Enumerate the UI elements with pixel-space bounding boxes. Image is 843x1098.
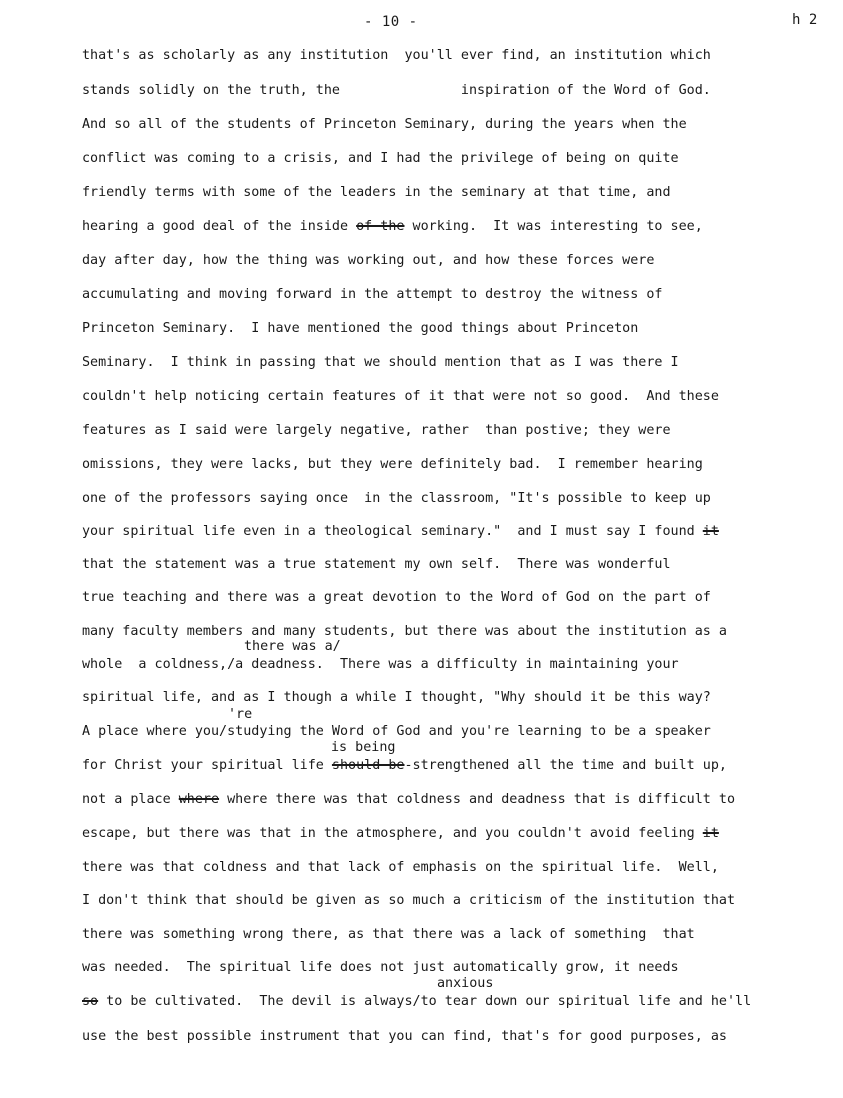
handwritten-insertion: 're — [228, 707, 253, 722]
text-line: whole a coldness,/a deadness. There was a difficulty in maintaining your — [82, 657, 679, 672]
text-line: stands solidly on the truth, the inspiration of the Word of God. — [82, 83, 711, 98]
text-line: conflict was coming to a crisis, and I had the privilege of being on quite — [82, 151, 679, 166]
text-line — [82, 792, 735, 808]
line-text: your spiritual life even in a theological seminary." and I must say I found — [82, 524, 703, 539]
text-line: A place where you/studying the Word of God and you're learning to be a speaker — [82, 724, 711, 739]
text-line: was needed. The spiritual life does not just automatically grow, it needs — [82, 960, 679, 975]
struck-text: it — [702, 524, 719, 539]
line-text: not a place — [82, 792, 179, 807]
struck-text: it — [702, 826, 719, 841]
text-line: day after day, how the thing was working out, and how these forces were — [82, 253, 655, 268]
text-line: Seminary. I think in passing that we should mention that as I was there I — [82, 355, 679, 370]
text-line: And so all of the students of Princeton Seminary, during the years when the — [82, 117, 687, 132]
text-line: friendly terms with some of the leaders in the seminary at that time, and — [82, 185, 671, 200]
page-number: - 10 - — [364, 14, 418, 30]
line-text: escape, but there was that in the atmosphere, and you couldn't avoid feeling — [82, 826, 703, 841]
handwritten-insertion: anxious — [437, 976, 494, 991]
text-line: many faculty members and many students, but there was about the institution as a — [82, 624, 727, 639]
struck-text: where — [178, 792, 220, 807]
text-line — [82, 994, 751, 1010]
text-line: there was something wrong there, as that there was a lack of something that — [82, 927, 695, 942]
line-text: for Christ your spiritual life — [82, 758, 332, 773]
text-line — [82, 524, 719, 540]
text-line: accumulating and moving forward in the attempt to destroy the witness of — [82, 287, 663, 302]
text-line — [82, 219, 703, 235]
text-line: there was that coldness and that lack of emphasis on the spiritual life. Well, — [82, 860, 719, 875]
text-line: that the statement was a true statement my own self. There was wonderful — [82, 557, 671, 572]
text-line: features as I said were largely negative, rather than postive; they were — [82, 423, 671, 438]
text-line: Princeton Seminary. I have mentioned the good things about Princeton — [82, 321, 639, 336]
line-text: hearing a good deal of the inside — [82, 219, 357, 234]
struck-text: of the — [356, 219, 405, 234]
text-line: omissions, they were lacks, but they were definitely bad. I remember hearing — [82, 457, 703, 472]
text-line: spiritual life, and as I though a while I thought, "Why should it be this way? — [82, 690, 711, 705]
text-line: true teaching and there was a great devotion to the Word of God on the part of — [82, 590, 711, 605]
handwritten-insertion: is being — [331, 740, 396, 755]
text-line: one of the professors saying once in the classroom, "It's possible to keep up — [82, 491, 711, 506]
handwritten-insertion: there was a/ — [244, 639, 341, 654]
text-line: I don't think that should be given as so much a criticism of the institution that — [82, 893, 736, 908]
line-text: to be cultivated. The devil is always/to tear down our spiritual life and he'll — [98, 994, 752, 1009]
text-line — [82, 826, 719, 842]
text-line: that's as scholarly as any institution you'll ever find, an institution which — [82, 48, 711, 63]
text-line: couldn't help noticing certain features of it that were not so good. And these — [82, 389, 719, 404]
text-line: use the best possible instrument that you can find, that's for good purposes, as — [82, 1029, 727, 1044]
text-line — [82, 758, 727, 774]
line-text: working. It was interesting to see, — [404, 219, 703, 234]
struck-text: should be — [331, 758, 405, 773]
line-text: -strengthened all the time and built up, — [404, 758, 727, 773]
struck-text: so — [82, 994, 99, 1009]
page-code: h 2 — [792, 12, 818, 28]
line-text: where there was that coldness and deadness that is difficult to — [219, 792, 736, 807]
